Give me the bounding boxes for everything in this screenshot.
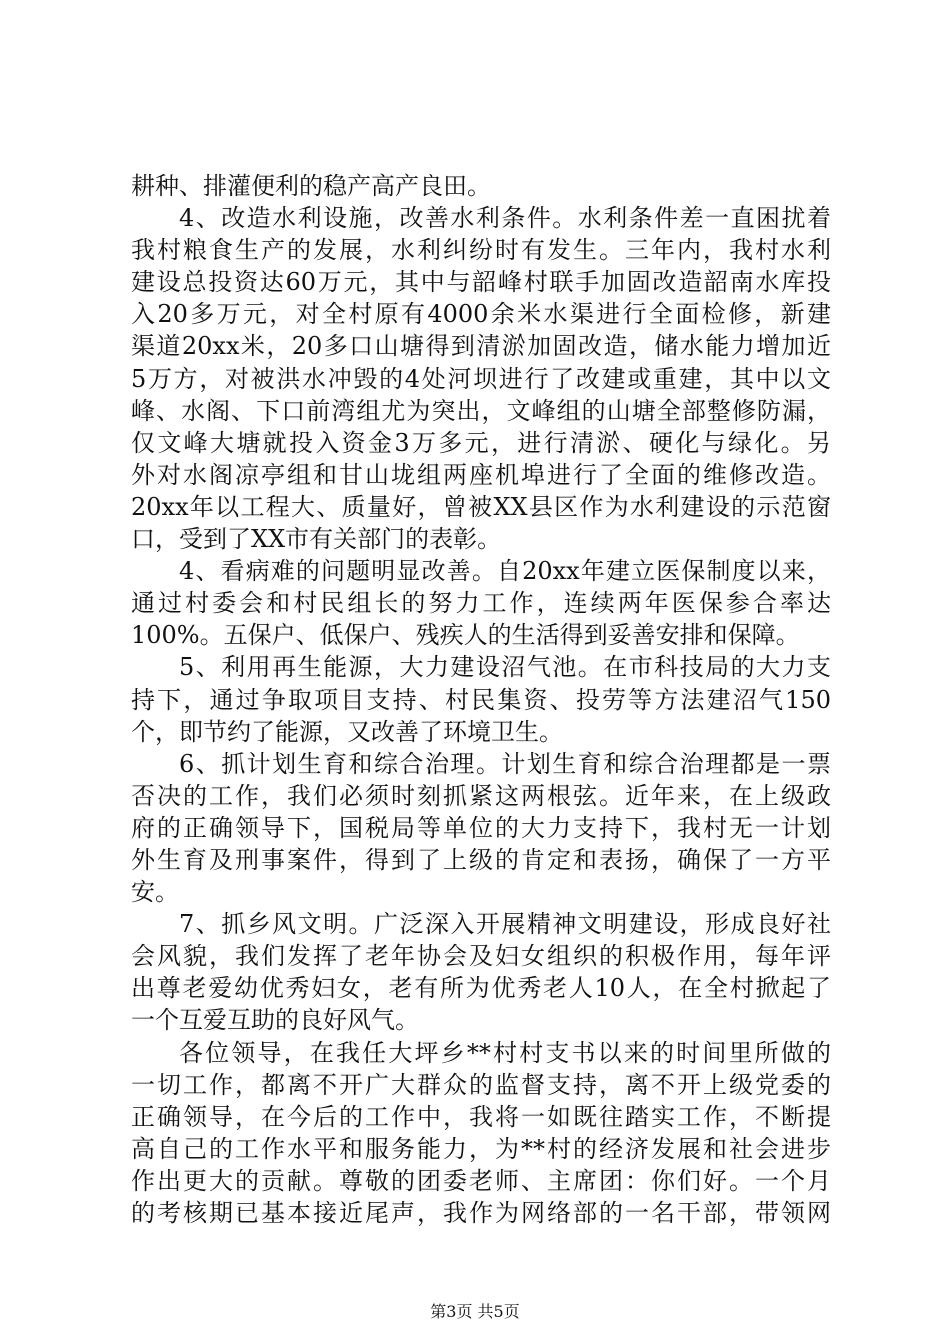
text-line: 4、看病难的问题明显改善。自20xx年建立医保制度以来， bbox=[179, 557, 831, 586]
text-line: 渠道20xx米，20多口山塘得到清淤加固改造，储水能力增加近 bbox=[131, 332, 831, 361]
text-line: 否决的工作，我们必须时刻抓紧这两根弦。近年来，在上级政 bbox=[131, 781, 831, 810]
text-line: 安。 bbox=[131, 878, 179, 907]
text-line: 一个互爱互助的良好风气。 bbox=[131, 1006, 419, 1035]
text-line: 5、利用再生能源，大力建设沼气池。在市科技局的大力支 bbox=[179, 653, 831, 682]
text-line: 一切工作，都离不开广大群众的监督支持，离不开上级党委的 bbox=[131, 1070, 831, 1099]
text-line: 入20多万元，对全村原有4000余米水渠进行全面检修，新建 bbox=[131, 300, 831, 329]
text-line: 持下，通过争取项目支持、村民集资、投劳等方法建沼气150 bbox=[131, 685, 831, 714]
text-line: 建设总投资达60万元，其中与韶峰村联手加固改造韶南水库投 bbox=[131, 268, 831, 297]
text-line: 6、抓计划生育和综合治理。计划生育和综合治理都是一票 bbox=[179, 749, 831, 778]
text-line: 的考核期已基本接近尾声，我作为网络部的一名干部，带领网 bbox=[131, 1199, 831, 1227]
text-line: 4、改造水利设施，改善水利条件。水利条件差一直困扰着 bbox=[179, 204, 831, 233]
text-line: 高自己的工作水平和服务能力，为**村的经济发展和社会进步 bbox=[131, 1134, 831, 1163]
text-line: 各位领导，在我任大坪乡**村村支书以来的时间里所做的 bbox=[179, 1038, 831, 1067]
text-line: 7、抓乡风文明。广泛深入开展精神文明建设，形成良好社 bbox=[179, 910, 831, 939]
text-line: 峰、水阁、下口前湾组尤为突出，文峰组的山塘全部整修防漏， bbox=[131, 396, 831, 425]
text-line: 5万方，对被洪水冲毁的4处河坝进行了改建或重建，其中以文 bbox=[131, 364, 831, 393]
text-line: 作出更大的贡献。尊敬的团委老师、主席团：你们好。一个月 bbox=[131, 1166, 831, 1195]
text-line: 口，受到了XX市有关部门的表彰。 bbox=[131, 525, 502, 554]
document-body bbox=[131, 170, 831, 1229]
text-line: 会风貌，我们发挥了老年协会及妇女组织的积极作用，每年评 bbox=[131, 942, 831, 971]
text-line: 出尊老爱幼优秀妇女，老有所为优秀老人10人，在全村掀起了 bbox=[131, 974, 831, 1003]
text-line: 100%。五保户、低保户、残疾人的生活得到妥善安排和保障。 bbox=[131, 621, 800, 650]
text-line: 府的正确领导下，国税局等单位的大力支持下，我村无一计划 bbox=[131, 813, 831, 842]
text-line: 个，即节约了能源，又改善了环境卫生。 bbox=[131, 717, 563, 746]
text-line: 耕种、排灌便利的稳产高产良田。 bbox=[131, 172, 491, 200]
text-line: 外生育及刑事案件，得到了上级的肯定和表扬，确保了一方平 bbox=[131, 845, 831, 874]
text-line: 正确领导，在今后的工作中，我将一如既往踏实工作，不断提 bbox=[131, 1102, 831, 1131]
text-line: 仅文峰大塘就投入资金3万多元，进行清淤、硬化与绿化。另 bbox=[131, 428, 831, 457]
text-line: 通过村委会和村民组长的努力工作，连续两年医保参合率达 bbox=[131, 589, 831, 618]
page-number-footer: 第3页 共5页 bbox=[430, 1302, 520, 1321]
text-line: 20xx年以工程大、质量好，曾被XX县区作为水利建设的示范窗 bbox=[131, 492, 831, 521]
text-line: 外对水阁凉亭组和甘山垅组两座机埠进行了全面的维修改造。 bbox=[131, 460, 831, 489]
text-line: 我村粮食生产的发展，水利纠纷时有发生。三年内，我村水利 bbox=[131, 236, 831, 265]
